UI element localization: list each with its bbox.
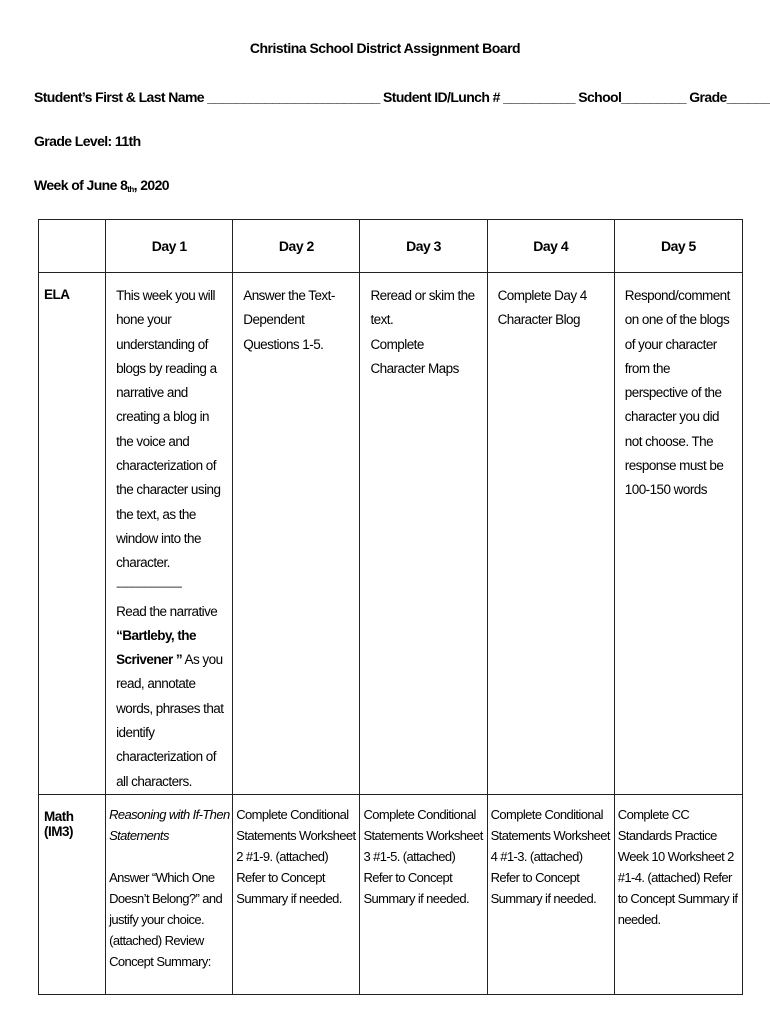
math-day-5: Complete CC Standards Practice Week 10 Worksheet 2 #1-4. (attached) Refer to Concept Summary if needed. [614, 794, 742, 994]
ela-day1-divider: ---------------------------- [116, 581, 182, 593]
math-day1-gap [109, 846, 230, 867]
math-day-4: Complete Conditional Statements Worksheet 4 #1-3. (attached) Refer to Concept Summary if needed. [487, 794, 614, 994]
header-day-3: Day 3 [360, 220, 487, 273]
ela-day1-reading-title: “Bartleby, the Scrivener ” [116, 627, 196, 668]
header-row [39, 220, 743, 273]
page-title: Christina School District Assignment Board [249, 40, 521, 56]
ela-day-2: Answer the Text-Dependent Questions 1-5. [233, 273, 360, 795]
week-sup: th [127, 185, 134, 194]
table-row-ela [39, 273, 743, 795]
math-day1-text: Answer “Which One Doesn’t Belong?” and justify your choice. (attached) Review Concept Summary: [109, 869, 223, 969]
math-day-1 [106, 794, 233, 994]
header-day-5: Day 5 [614, 220, 742, 273]
ela-day1-reading-post: As you read, annotate words, phrases that identify characterization of all characters. [116, 652, 224, 789]
header-day-1: Day 1 [106, 220, 233, 273]
student-info-line: Student’s First & Last Name ________________________ Student ID/Lunch # __________ School_________ Grade______ [34, 89, 770, 105]
ela-day1-reading [116, 600, 226, 794]
ela-day3-line2: Complete Character Maps [370, 336, 459, 376]
ela-day3-line1: Reread or skim the text. [370, 288, 475, 328]
ela-day-3 [360, 273, 487, 795]
header-blank [39, 220, 106, 273]
row-label-math [39, 794, 106, 994]
header-day-2: Day 2 [233, 220, 360, 273]
math-day1-heading: Reasoning with If-Then Statements [109, 806, 230, 843]
week-suffix: , 2020 [133, 177, 169, 193]
ela-day-5: Respond/comment on one of the blogs of your character from the perspective of the character you did not choose. The response must be 100-150 words [614, 273, 742, 795]
row-label-ela: ELA [39, 273, 106, 795]
ela-day-4: Complete Day 4 Character Blog [487, 273, 614, 795]
math-day-2: Complete Conditional Statements Worksheet 2 #1-9. (attached) Refer to Concept Summary if needed. [233, 794, 360, 994]
math-label-line2: (IM3) [44, 823, 73, 839]
grade-level: Grade Level: 11th [34, 133, 141, 149]
ela-day-1 [106, 273, 233, 795]
assignment-table [38, 219, 743, 995]
header-day-4: Day 4 [487, 220, 614, 273]
math-label-line1: Math [44, 808, 74, 824]
table-row-math [39, 794, 743, 994]
ela-day1-intro: This week you will hone your understanding of blogs by reading a narrative and creating a blog in the voice and characterization of the character using the text, as the window into the character. [116, 288, 221, 571]
ela-day1-reading-pre: Read the narrative [116, 603, 218, 619]
week-of [34, 177, 169, 193]
week-prefix: Week of June 8 [34, 177, 128, 193]
math-day-3: Complete Conditional Statements Worksheet 3 #1-5. (attached) Refer to Concept Summary if needed. [360, 794, 487, 994]
